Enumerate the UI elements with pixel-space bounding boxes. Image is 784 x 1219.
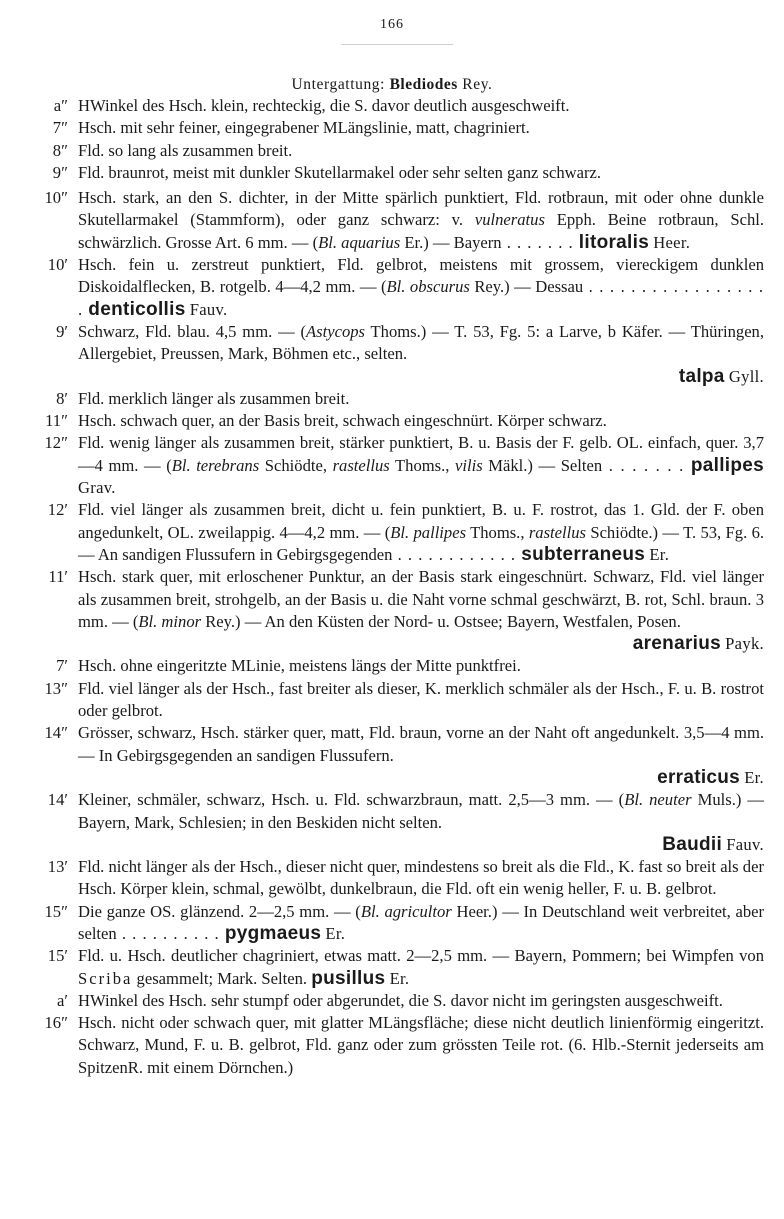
- key-entry: [0, 187, 784, 254]
- key-entry: [0, 321, 784, 388]
- subgenus-author: Rey.: [462, 76, 493, 93]
- entry-text: Fld. wenig länger als zusammen breit, stärker punktiert, B. u. Basis der F. gelb. OL. einfach, quer. 3,7—4 mm. — (: [78, 433, 764, 475]
- key-entry: [0, 990, 784, 1012]
- entry-text: Hsch. ohne eingeritzte MLinie, meistens längs der Mitte punktfrei.: [78, 656, 521, 676]
- entry-text: Fld. braunrot, meist mit dunkler Skutellarmakel oder sehr selten ganz schwarz.: [78, 162, 602, 182]
- key-entries: [0, 95, 784, 1079]
- synonym-name: Bl. minor: [138, 611, 202, 631]
- key-entry: [0, 678, 784, 723]
- dot-leader: . . . . . . . . . .: [116, 923, 225, 943]
- species-line: [78, 834, 764, 856]
- couplet-number: 7″: [52, 118, 68, 138]
- couplet-number: 8″: [52, 140, 68, 160]
- entry-text: Muls.) — Bayern, Mark, Schlesien; in den Beskiden nicht selten.: [78, 790, 764, 832]
- synonym-name: Bl. terebrans: [171, 455, 260, 475]
- subgenus-name: Blediodes: [389, 76, 458, 93]
- synonym-name: Bl. aquarius: [318, 232, 401, 252]
- entry-text: HWinkel des Hsch. klein, rechteckig, die S. davor deutlich ausgeschweift.: [78, 96, 570, 115]
- couplet-number: a′: [57, 990, 68, 1010]
- key-entry: [0, 140, 784, 162]
- subgenus-prefix: Untergattung:: [291, 76, 386, 93]
- synonym-name: vulneratus: [474, 210, 545, 230]
- species-name: denticollis: [88, 298, 186, 320]
- synonym-name: rastellus: [528, 522, 586, 542]
- couplet-number: 10″: [44, 188, 68, 208]
- species-author: Fauv.: [189, 299, 228, 319]
- entry-text: Hsch. stark, an den S. dichter, in der Mitte spärlich punktiert, Fld. rotbraun, mit oder ohne dunkle Skutellarmakel (Stammform), oder ganz schwarz: v.: [78, 188, 764, 230]
- species-name: pygmaeus: [224, 922, 322, 944]
- couplet-number: 11″: [45, 411, 68, 431]
- species-name: erraticus: [657, 766, 741, 788]
- entry-text: gesammelt; Mark. Selten.: [132, 968, 308, 988]
- key-entry: [0, 162, 784, 184]
- entry-text: Hsch. schwach quer, an der Basis breit, schwach eingeschnürt. Körper schwarz.: [78, 411, 607, 431]
- species-line: [78, 767, 764, 789]
- header-rule: [341, 44, 453, 45]
- couplet-number: 12′: [47, 500, 68, 520]
- entry-text: Fld. merklich länger als zusammen breit.: [78, 388, 350, 408]
- entry-text: Thoms.,: [389, 455, 456, 475]
- key-entry: [0, 254, 784, 321]
- species-author: Payk.: [725, 634, 764, 654]
- couplet-number: 14′: [47, 790, 68, 810]
- species-author: Er.: [744, 767, 764, 787]
- entry-text: Mäkl.) — Selten: [482, 455, 603, 475]
- species-author: Er.: [389, 968, 410, 988]
- key-entry: [0, 432, 784, 499]
- key-entry: [0, 1012, 784, 1079]
- collector-name: Scriba: [78, 968, 133, 988]
- key-entry: [0, 388, 784, 410]
- species-name: pallipes: [690, 454, 765, 476]
- key-entry: [0, 566, 784, 655]
- couplet-number: 16″: [44, 1013, 68, 1033]
- species-line: [78, 366, 764, 388]
- species-author: Er.: [325, 923, 346, 943]
- dot-leader: . . . . . . .: [602, 455, 691, 475]
- synonym-name: Bl. agricultor: [360, 901, 452, 921]
- entry-text: Schiödte,: [259, 455, 333, 475]
- entry-text: HWinkel des Hsch. sehr stumpf oder abgerundet, die S. davor nicht im geringsten ausgeschweift.: [78, 990, 723, 1010]
- species-author: Heer.: [653, 232, 691, 252]
- entry-text: Hsch. stark quer, mit erloschener Punktur, an der Basis stark eingeschnürt. Schwarz, Fld. viel länger als zusammen breit, strohgelb, an der Basis u. die Naht vorne schmal geschwärzt, B. rot, Schl. braun. 3 mm. — (: [78, 567, 764, 631]
- entry-text: Kleiner, schmäler, schwarz, Hsch. u. Fld. schwarzbraun, matt. 2,5—3 mm. — (: [78, 790, 625, 810]
- entry-text: Schiödte.) — T. 53, Fg. 6. — An sandigen Flussufern in Gebirgsgegenden: [78, 522, 765, 564]
- entry-text: Thoms.) — T. 53, Fg. 5: a Larve, b Käfer. — Thüringen, Allergebiet, Preussen, Mark, Böhmen etc., selten.: [78, 321, 765, 364]
- couplet-number: 8′: [56, 388, 68, 408]
- key-entry: [0, 722, 784, 789]
- entry-text: Grösser, schwarz, Hsch. stärker quer, matt, Fld. braun, vorne an der Naht oft angedunkelt. 3,5—4 mm. — In Gebirgsgegenden an sandigen Flussufern.: [78, 723, 764, 765]
- key-entry: [0, 789, 784, 856]
- page-number: 166: [380, 17, 404, 32]
- synonym-name: Bl. obscurus: [386, 277, 470, 297]
- key-entry: [0, 410, 784, 432]
- species-name: Baudii: [662, 833, 723, 855]
- key-entry: [0, 655, 784, 677]
- couplet-number: 10′: [47, 255, 68, 275]
- synonym-name: rastellus: [332, 455, 390, 475]
- key-entry: [0, 901, 784, 946]
- entry-text: Er.) — Bayern: [400, 232, 502, 252]
- couplet-number: 11′: [48, 567, 68, 587]
- couplet-number: 9′: [56, 321, 68, 341]
- synonym-name: Bl. neuter: [624, 790, 692, 810]
- couplet-number: 12″: [44, 433, 68, 453]
- couplet-number: 15″: [44, 901, 68, 921]
- species-name: arenarius: [632, 633, 721, 655]
- key-entry: [0, 117, 784, 139]
- dot-leader: . . . . . . . . . . . . . . . . . .: [78, 277, 765, 319]
- entry-text: Heer.) — In Deutschland weit verbreitet, aber selten: [78, 901, 765, 943]
- key-entry: [0, 95, 784, 117]
- couplet-number: 13″: [44, 678, 68, 698]
- entry-text: Rey.) — An den Küsten der Nord- u. Ostsee; Bayern, Westfalen, Posen.: [201, 611, 681, 631]
- key-entry: [0, 499, 784, 566]
- entry-text: Thoms.,: [466, 522, 529, 542]
- key-entry: [0, 856, 784, 901]
- species-name: pusillus: [311, 967, 386, 989]
- couplet-number: 9″: [52, 162, 68, 182]
- entry-text: Schwarz, Fld. blau. 4,5 mm. — (: [78, 321, 307, 341]
- entry-text: Hsch. mit sehr feiner, eingegrabener MLängslinie, matt, chagriniert.: [78, 118, 530, 138]
- key-entry: [0, 945, 784, 990]
- entry-text: Rey.) — Dessau: [469, 277, 584, 297]
- species-author: Grav.: [78, 478, 116, 498]
- synonym-name: Astycops: [306, 321, 366, 341]
- entry-text: Fld. u. Hsch. deutlicher chagriniert, etwas matt. 2—2,5 mm. — Bayern, Pommern; bei Wimpfen von: [78, 946, 764, 966]
- couplet-number: 7′: [56, 656, 68, 676]
- entry-text: Epph. Beine rotbraun, Schl. schwärzlich. Grosse Art. 6 mm. — (: [78, 210, 764, 252]
- species-author: Fauv.: [726, 834, 764, 854]
- species-line: [78, 633, 764, 655]
- entry-text: Hsch. fein u. zerstreut punktiert, Fld. gelbrot, meistens mit grossem, viereckigem dunklen Diskoidalflecken, B. rotgelb. 4—4,2 mm. — (: [78, 255, 764, 297]
- synonym-name: Bl. pallipes: [390, 522, 467, 542]
- dot-leader: . . . . . . .: [501, 232, 579, 252]
- species-author: Er.: [649, 544, 670, 564]
- synonym-name: vilis: [455, 455, 483, 475]
- entry-text: Hsch. nicht oder schwach quer, mit glatter MLängsfläche; diese nicht deutlich linienförmig eingeritzt. Schwarz, Mund, F. u. B. gelbrot, Fld. ganz oder zum grössten Teile rot. (6. Hlb.-Sternit jederseits am SpitzenR. mit einem Dörnchen.): [78, 1013, 764, 1077]
- couplet-number: 13′: [47, 857, 68, 877]
- couplet-number: 15′: [47, 946, 68, 966]
- species-name: talpa: [678, 365, 725, 387]
- couplet-number: a″: [53, 96, 68, 115]
- subgenus-heading: [0, 74, 784, 96]
- couplet-number: 14″: [44, 723, 68, 743]
- entry-text: Fld. viel länger als zusammen breit, dicht u. fein punktiert, B. u. F. rostrot, das 1. Gld. der F. oben angedunkelt, OL. zweilappig. 4—4,2 mm. — (: [78, 500, 764, 542]
- dot-leader: . . . . . . . . . . . .: [392, 544, 522, 564]
- entry-text: Fld. so lang als zusammen breit.: [78, 140, 293, 160]
- entry-text: Fld. viel länger als der Hsch., fast breiter als dieser, K. merklich schmäler als der Hsch., F. u. B. rostrot oder gelbrot.: [78, 678, 764, 721]
- species-name: litoralis: [578, 231, 650, 253]
- species-name: subterraneus: [521, 543, 646, 565]
- entry-text: Die ganze OS. glänzend. 2—2,5 mm. — (: [78, 901, 361, 921]
- entry-text: Fld. nicht länger als der Hsch., dieser nicht quer, mindestens so breit als die Fld., K. fast so breit als der Hsch. Körper klein, schmal, gewölbt, dunkelbraun, die Fld. oft ein wenig heller, F. u. B. gelbrot.: [78, 857, 764, 899]
- species-author: Gyll.: [728, 366, 764, 386]
